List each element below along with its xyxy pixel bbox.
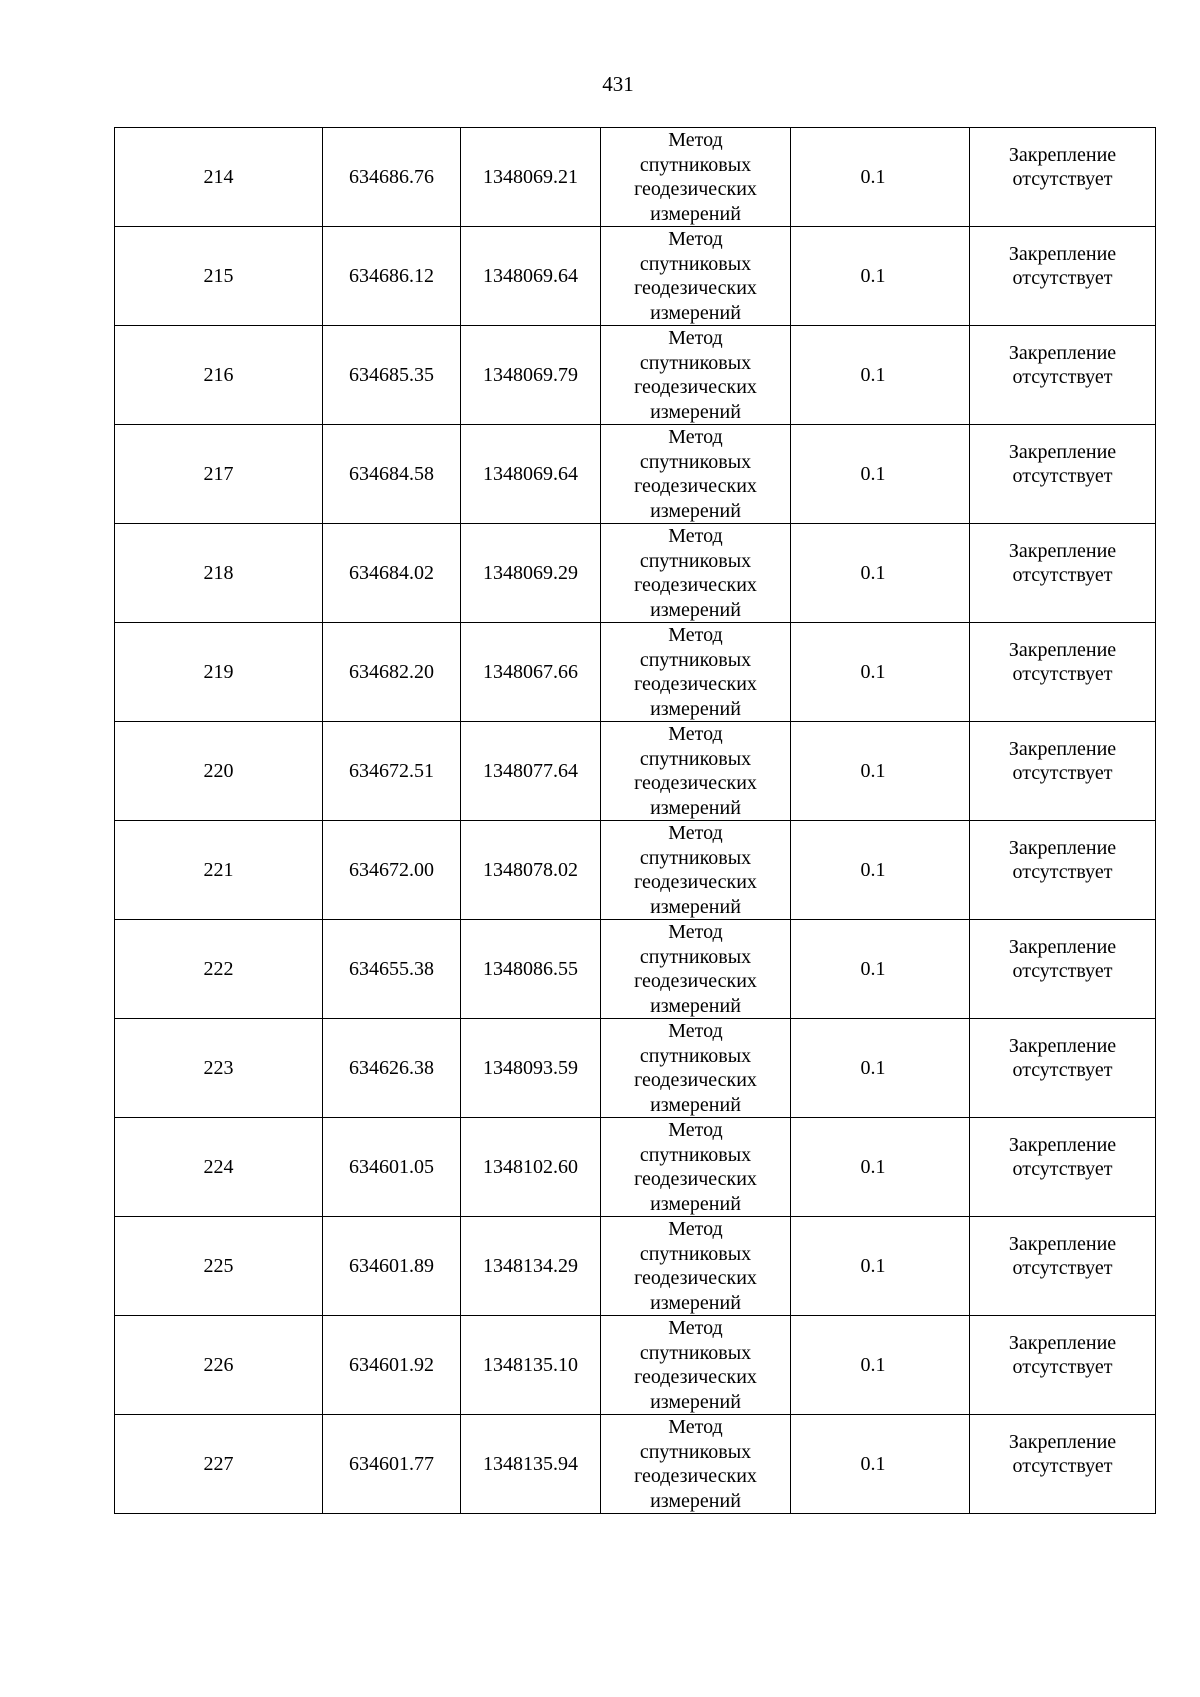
fixing-text: Закрепление отсутствует xyxy=(1008,341,1117,388)
y-coordinate-cell xyxy=(461,524,601,623)
fixing-cell xyxy=(970,524,1156,623)
point-number-cell xyxy=(115,128,323,227)
coordinates-table xyxy=(114,127,1156,1514)
method-text: Метод спутниковых геодезических измерений xyxy=(634,1020,757,1116)
method-text: Метод спутниковых геодезических измерений xyxy=(634,1317,757,1413)
fixing-cell xyxy=(970,623,1156,722)
method-cell xyxy=(601,1019,791,1118)
method-cell xyxy=(601,128,791,227)
fixing-cell xyxy=(970,326,1156,425)
fixing-text: Закрепление отсутствует xyxy=(1008,1034,1117,1081)
x-coordinate-text: 634601.92 xyxy=(349,1353,434,1376)
accuracy-cell xyxy=(791,1316,970,1415)
accuracy-cell xyxy=(791,623,970,722)
accuracy-text: 0.1 xyxy=(860,1254,886,1277)
method-text: Метод спутниковых геодезических измерений xyxy=(634,327,757,423)
accuracy-text: 0.1 xyxy=(860,363,886,386)
method-cell xyxy=(601,425,791,524)
method-text: Метод спутниковых геодезических измерений xyxy=(634,525,757,621)
fixing-text: Закрепление отсутствует xyxy=(1008,539,1117,586)
accuracy-text: 0.1 xyxy=(860,1056,886,1079)
y-coordinate-text: 1348102.60 xyxy=(483,1155,578,1178)
method-text: Метод спутниковых геодезических измерений xyxy=(634,624,757,720)
fixing-text: Закрепление отсутствует xyxy=(1008,1331,1117,1378)
y-coordinate-cell xyxy=(461,227,601,326)
fixing-text: Закрепление отсутствует xyxy=(1008,440,1117,487)
x-coordinate-text: 634601.77 xyxy=(349,1452,434,1475)
accuracy-text: 0.1 xyxy=(860,561,886,584)
y-coordinate-text: 1348078.02 xyxy=(483,858,578,881)
y-coordinate-cell xyxy=(461,821,601,920)
accuracy-text: 0.1 xyxy=(860,1155,886,1178)
accuracy-cell xyxy=(791,326,970,425)
fixing-cell xyxy=(970,1217,1156,1316)
y-coordinate-text: 1348067.66 xyxy=(483,660,578,683)
y-coordinate-text: 1348093.59 xyxy=(483,1056,578,1079)
x-coordinate-text: 634686.76 xyxy=(349,165,434,188)
method-text: Метод спутниковых геодезических измерений xyxy=(634,822,757,918)
point-number-cell xyxy=(115,326,323,425)
y-coordinate-cell xyxy=(461,623,601,722)
y-coordinate-cell xyxy=(461,1415,601,1514)
accuracy-cell xyxy=(791,128,970,227)
x-coordinate-text: 634626.38 xyxy=(349,1056,434,1079)
method-text: Метод спутниковых геодезических измерений xyxy=(634,228,757,324)
accuracy-text: 0.1 xyxy=(860,462,886,485)
point-number-text: 220 xyxy=(203,759,234,782)
point-number-text: 226 xyxy=(203,1353,234,1376)
accuracy-cell xyxy=(791,1118,970,1217)
y-coordinate-cell xyxy=(461,722,601,821)
point-number-text: 216 xyxy=(203,363,234,386)
x-coordinate-text: 634686.12 xyxy=(349,264,434,287)
x-coordinate-cell xyxy=(323,821,461,920)
table-row xyxy=(115,821,1156,920)
table-row xyxy=(115,1415,1156,1514)
accuracy-cell xyxy=(791,920,970,1019)
x-coordinate-cell xyxy=(323,425,461,524)
method-text: Метод спутниковых геодезических измерений xyxy=(634,723,757,819)
fixing-text: Закрепление отсутствует xyxy=(1008,242,1117,289)
fixing-cell xyxy=(970,821,1156,920)
x-coordinate-text: 634672.51 xyxy=(349,759,434,782)
method-cell xyxy=(601,821,791,920)
y-coordinate-text: 1348069.79 xyxy=(483,363,578,386)
x-coordinate-cell xyxy=(323,524,461,623)
fixing-cell xyxy=(970,227,1156,326)
x-coordinate-cell xyxy=(323,1415,461,1514)
x-coordinate-text: 634684.02 xyxy=(349,561,434,584)
page-number: 431 xyxy=(602,72,634,96)
y-coordinate-text: 1348135.10 xyxy=(483,1353,578,1376)
point-number-text: 215 xyxy=(203,264,234,287)
y-coordinate-text: 1348086.55 xyxy=(483,957,578,980)
x-coordinate-text: 634601.05 xyxy=(349,1155,434,1178)
accuracy-cell xyxy=(791,1415,970,1514)
accuracy-text: 0.1 xyxy=(860,1353,886,1376)
x-coordinate-cell xyxy=(323,1217,461,1316)
point-number-text: 223 xyxy=(203,1056,234,1079)
x-coordinate-text: 634601.89 xyxy=(349,1254,434,1277)
point-number-text: 218 xyxy=(203,561,234,584)
y-coordinate-text: 1348069.29 xyxy=(483,561,578,584)
point-number-cell xyxy=(115,425,323,524)
method-cell xyxy=(601,623,791,722)
method-text: Метод спутниковых геодезических измерений xyxy=(634,129,757,225)
fixing-text: Закрепление отсутствует xyxy=(1008,1430,1117,1477)
method-cell xyxy=(601,524,791,623)
fixing-cell xyxy=(970,425,1156,524)
method-cell xyxy=(601,227,791,326)
x-coordinate-cell xyxy=(323,1118,461,1217)
y-coordinate-text: 1348135.94 xyxy=(483,1452,578,1475)
fixing-text: Закрепление отсутствует xyxy=(1008,143,1117,190)
method-cell xyxy=(601,1316,791,1415)
point-number-cell xyxy=(115,623,323,722)
method-cell xyxy=(601,1217,791,1316)
x-coordinate-cell xyxy=(323,623,461,722)
method-text: Метод спутниковых геодезических измерений xyxy=(634,1218,757,1314)
x-coordinate-cell xyxy=(323,227,461,326)
y-coordinate-cell xyxy=(461,326,601,425)
accuracy-cell xyxy=(791,1019,970,1118)
fixing-cell xyxy=(970,920,1156,1019)
accuracy-text: 0.1 xyxy=(860,1452,886,1475)
table-row xyxy=(115,227,1156,326)
point-number-cell xyxy=(115,227,323,326)
point-number-text: 222 xyxy=(203,957,234,980)
accuracy-text: 0.1 xyxy=(860,759,886,782)
x-coordinate-cell xyxy=(323,1316,461,1415)
accuracy-cell xyxy=(791,425,970,524)
table-row xyxy=(115,128,1156,227)
table-row xyxy=(115,920,1156,1019)
point-number-cell xyxy=(115,920,323,1019)
accuracy-text: 0.1 xyxy=(860,660,886,683)
fixing-text: Закрепление отсутствует xyxy=(1008,737,1117,784)
y-coordinate-text: 1348077.64 xyxy=(483,759,578,782)
x-coordinate-text: 634672.00 xyxy=(349,858,434,881)
fixing-cell xyxy=(970,722,1156,821)
method-cell xyxy=(601,920,791,1019)
method-text: Метод спутниковых геодезических измерений xyxy=(634,921,757,1017)
x-coordinate-cell xyxy=(323,722,461,821)
point-number-cell xyxy=(115,1118,323,1217)
y-coordinate-cell xyxy=(461,128,601,227)
accuracy-cell xyxy=(791,821,970,920)
fixing-cell xyxy=(970,1118,1156,1217)
accuracy-cell xyxy=(791,227,970,326)
x-coordinate-text: 634685.35 xyxy=(349,363,434,386)
accuracy-cell xyxy=(791,1217,970,1316)
x-coordinate-text: 634682.20 xyxy=(349,660,434,683)
point-number-text: 224 xyxy=(203,1155,234,1178)
accuracy-text: 0.1 xyxy=(860,858,886,881)
fixing-text: Закрепление отсутствует xyxy=(1008,1133,1117,1180)
table-row xyxy=(115,524,1156,623)
accuracy-cell xyxy=(791,524,970,623)
fixing-cell xyxy=(970,1019,1156,1118)
x-coordinate-text: 634684.58 xyxy=(349,462,434,485)
x-coordinate-cell xyxy=(323,128,461,227)
table-row xyxy=(115,425,1156,524)
y-coordinate-cell xyxy=(461,1019,601,1118)
table-row xyxy=(115,1019,1156,1118)
y-coordinate-cell xyxy=(461,425,601,524)
fixing-cell xyxy=(970,1316,1156,1415)
point-number-cell xyxy=(115,524,323,623)
method-cell xyxy=(601,1415,791,1514)
method-text: Метод спутниковых геодезических измерений xyxy=(634,426,757,522)
point-number-cell xyxy=(115,1019,323,1118)
x-coordinate-text: 634655.38 xyxy=(349,957,434,980)
table-row xyxy=(115,1217,1156,1316)
y-coordinate-cell xyxy=(461,1118,601,1217)
fixing-cell xyxy=(970,128,1156,227)
y-coordinate-cell xyxy=(461,920,601,1019)
accuracy-cell xyxy=(791,722,970,821)
point-number-text: 227 xyxy=(203,1452,234,1475)
fixing-text: Закрепление отсутствует xyxy=(1008,935,1117,982)
point-number-text: 219 xyxy=(203,660,234,683)
fixing-text: Закрепление отсутствует xyxy=(1008,836,1117,883)
point-number-cell xyxy=(115,1316,323,1415)
point-number-cell xyxy=(115,722,323,821)
y-coordinate-text: 1348069.21 xyxy=(483,165,578,188)
fixing-text: Закрепление отсутствует xyxy=(1008,1232,1117,1279)
fixing-text: Закрепление отсутствует xyxy=(1008,638,1117,685)
table-row xyxy=(115,1118,1156,1217)
y-coordinate-cell xyxy=(461,1217,601,1316)
point-number-cell xyxy=(115,1415,323,1514)
method-text: Метод спутниковых геодезических измерений xyxy=(634,1416,757,1512)
method-text: Метод спутниковых геодезических измерений xyxy=(634,1119,757,1215)
point-number-text: 214 xyxy=(203,165,234,188)
y-coordinate-text: 1348069.64 xyxy=(483,264,578,287)
point-number-text: 221 xyxy=(203,858,234,881)
x-coordinate-cell xyxy=(323,326,461,425)
method-cell xyxy=(601,326,791,425)
x-coordinate-cell xyxy=(323,1019,461,1118)
coordinates-table-body xyxy=(115,128,1156,1514)
y-coordinate-text: 1348134.29 xyxy=(483,1254,578,1277)
fixing-cell xyxy=(970,1415,1156,1514)
point-number-cell xyxy=(115,1217,323,1316)
point-number-text: 225 xyxy=(203,1254,234,1277)
table-row xyxy=(115,1316,1156,1415)
y-coordinate-cell xyxy=(461,1316,601,1415)
x-coordinate-cell xyxy=(323,920,461,1019)
point-number-text: 217 xyxy=(203,462,234,485)
y-coordinate-text: 1348069.64 xyxy=(483,462,578,485)
accuracy-text: 0.1 xyxy=(860,165,886,188)
table-row xyxy=(115,326,1156,425)
table-row xyxy=(115,722,1156,821)
table-row xyxy=(115,623,1156,722)
point-number-cell xyxy=(115,821,323,920)
accuracy-text: 0.1 xyxy=(860,264,886,287)
method-cell xyxy=(601,722,791,821)
method-cell xyxy=(601,1118,791,1217)
accuracy-text: 0.1 xyxy=(860,957,886,980)
